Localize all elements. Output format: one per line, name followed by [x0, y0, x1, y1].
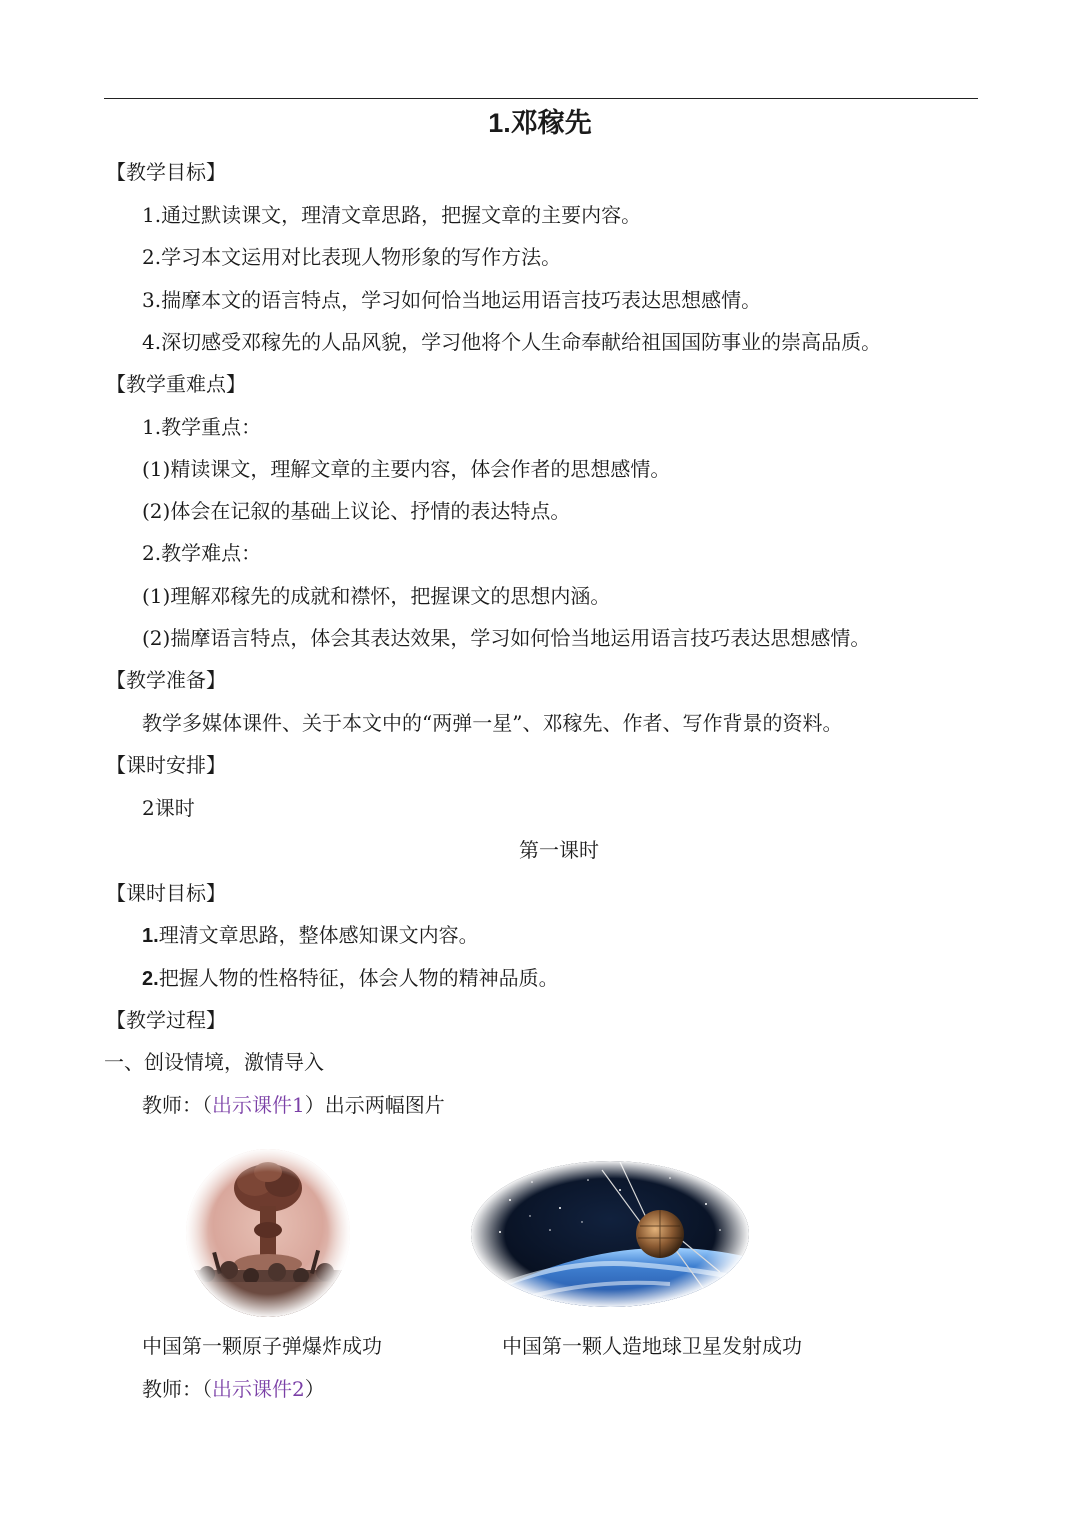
section-heading-lesson-goals: 【课时目标】	[106, 881, 226, 905]
objective-item: 3.揣摩本文的语言特点，学习如何恰当地运用语言技巧表达思想感情。	[142, 288, 762, 312]
courseware-link-1[interactable]: 出示课件1	[212, 1093, 305, 1117]
section-heading-objectives: 【教学目标】	[106, 160, 226, 184]
preparation-text: 教学多媒体课件、关于本文中的“两弹一星”、邓稼先、作者、写作背景的资料。	[142, 711, 843, 735]
section-heading-preparation: 【教学准备】	[106, 668, 226, 692]
teacher-line: 教师：（出示课件1）出示两幅图片	[142, 1093, 445, 1117]
difficulty-heading: 2.教学难点：	[142, 541, 262, 565]
section-heading-key-points: 【教学重难点】	[106, 372, 246, 396]
key-focus-item: (2)体会在记叙的基础上议论、抒情的表达特点。	[142, 499, 571, 523]
objective-item: 2.学习本文运用对比表现人物形象的写作方法。	[142, 245, 562, 269]
caption-satellite: 中国第一颗人造地球卫星发射成功	[502, 1334, 802, 1358]
key-focus-heading: 1.教学重点：	[142, 415, 262, 439]
courseware-link-2[interactable]: 出示课件2	[212, 1377, 305, 1401]
difficulty-item: (1)理解邓稼先的成就和襟怀，把握课文的思想内涵。	[142, 584, 611, 608]
difficulty-item: (2)揣摩语言特点，体会其表达效果，学习如何恰当地运用语言技巧表达思想感情。	[142, 626, 871, 650]
page-title: 1.邓稼先	[488, 108, 592, 139]
key-focus-item: (1)精读课文，理解文章的主要内容，体会作者的思想感情。	[142, 457, 671, 481]
teacher-line: 教师：（出示课件2）	[142, 1377, 325, 1401]
process-step-heading: 一、创设情境，激情导入	[104, 1050, 324, 1074]
atomic-bomb-explosion-image	[185, 1148, 351, 1318]
objective-item: 1.通过默读课文，理清文章思路，把握文章的主要内容。	[142, 203, 642, 227]
lesson-goal-item: 2.把握人物的性格特征，体会人物的精神品质。	[142, 966, 559, 990]
lesson-title: 第一课时	[519, 838, 599, 862]
objective-item: 4.深切感受邓稼先的人品风貌，学习他将个人生命奉献给祖国国防事业的崇高品质。	[142, 330, 882, 354]
caption-atomic-bomb: 中国第一颗原子弹爆炸成功	[142, 1334, 382, 1358]
section-heading-schedule: 【课时安排】	[106, 753, 226, 777]
lesson-goal-item: 1.理清文章思路，整体感知课文内容。	[142, 923, 479, 947]
header-rule	[104, 98, 978, 99]
section-heading-process: 【教学过程】	[106, 1008, 226, 1032]
satellite-earth-image	[470, 1160, 750, 1308]
schedule-text: 2课时	[142, 796, 195, 820]
